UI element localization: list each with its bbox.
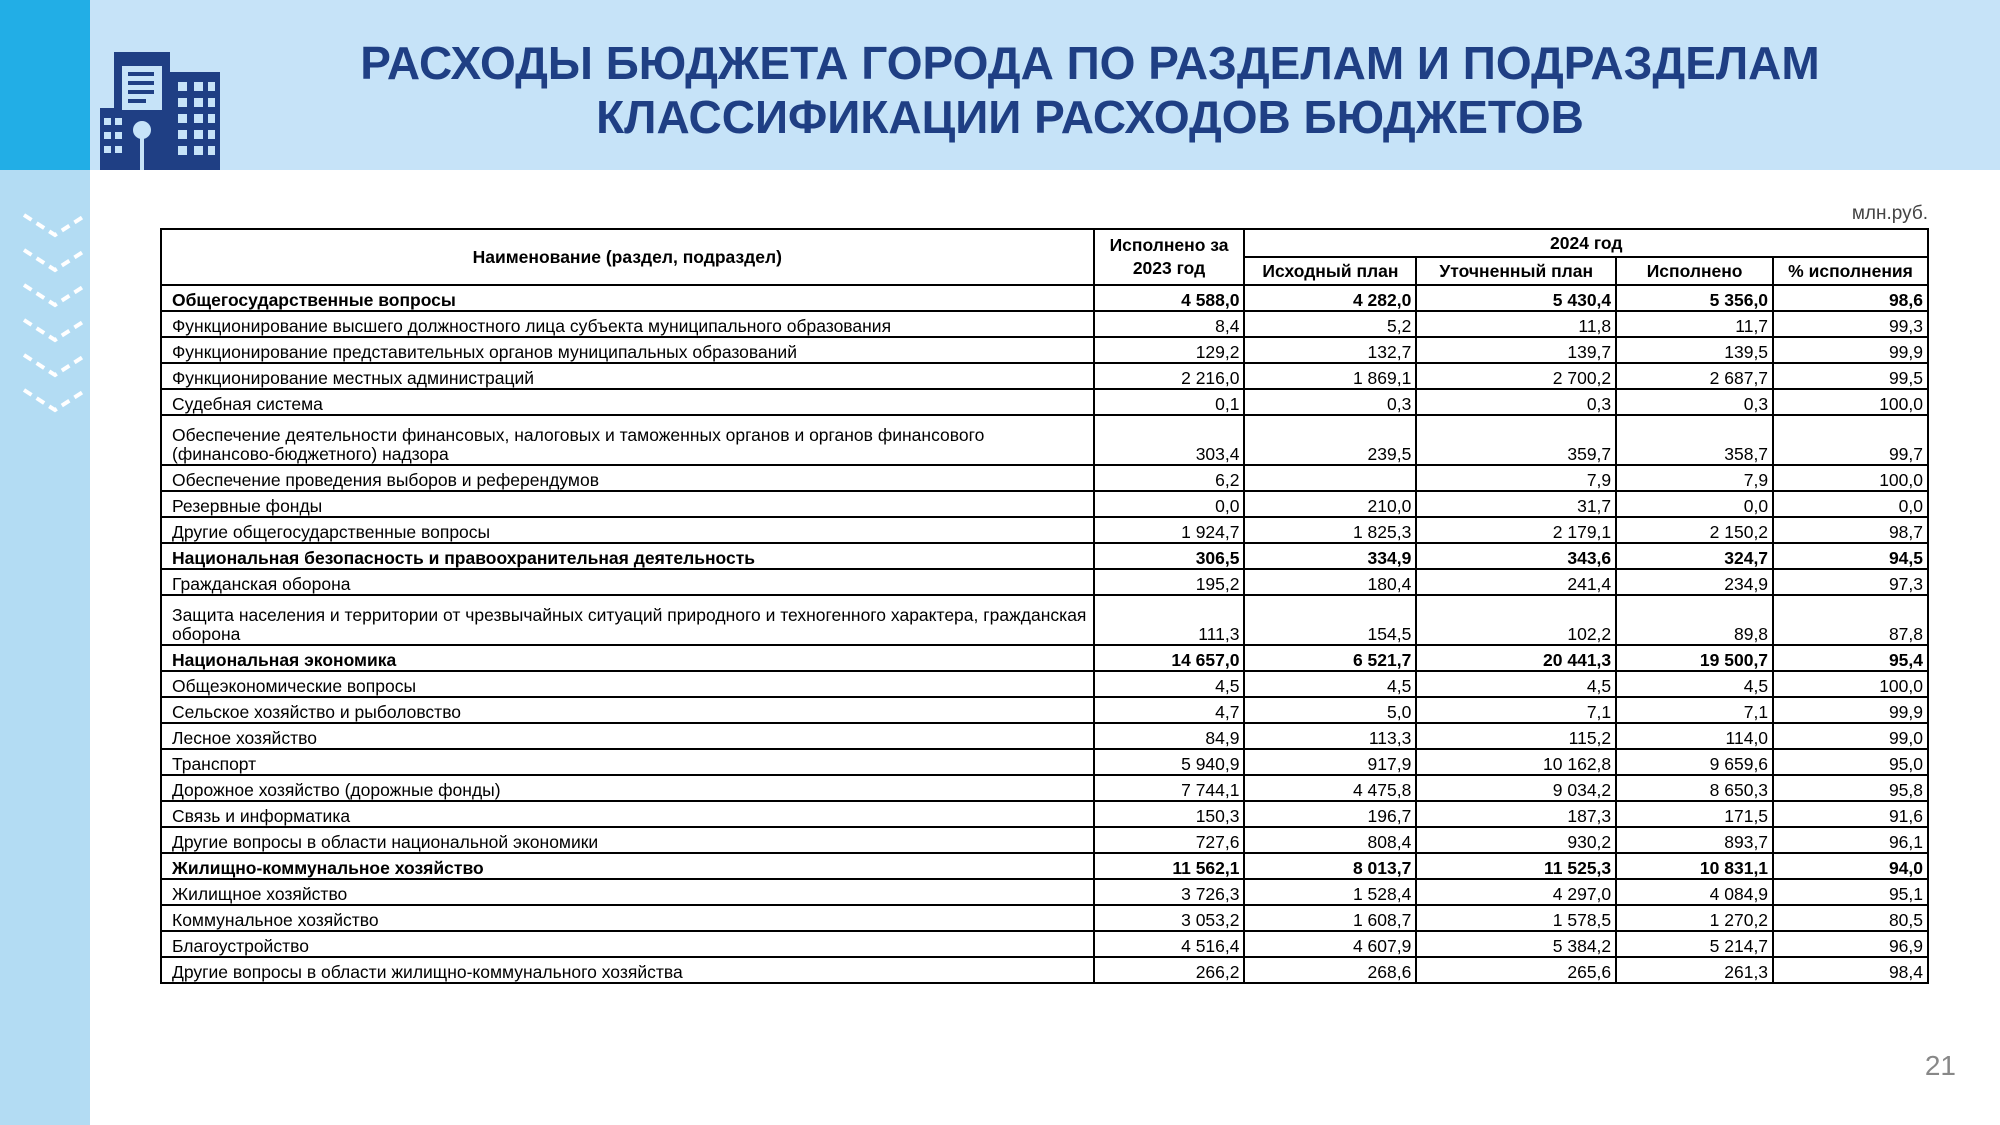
- row-name: Другие общегосударственные вопросы: [161, 517, 1094, 543]
- initial-plan-cell: 1 608,7: [1244, 905, 1416, 931]
- executed-2024-cell: 0,3: [1616, 389, 1773, 415]
- initial-plan-cell: 917,9: [1244, 749, 1416, 775]
- percent-cell: 96,9: [1773, 931, 1928, 957]
- revised-plan-cell: 187,3: [1416, 801, 1616, 827]
- executed-2024-cell: 11,7: [1616, 311, 1773, 337]
- executed-2024-cell: 5 356,0: [1616, 285, 1773, 311]
- executed-2023-cell: 8,4: [1094, 311, 1245, 337]
- table-row: [161, 491, 1928, 517]
- executed-2024-cell: 171,5: [1616, 801, 1773, 827]
- row-name: Функционирование представительных органов муниципальных образований: [161, 337, 1094, 363]
- chevron-decor-icon: [20, 205, 90, 415]
- revised-plan-cell: 102,2: [1416, 595, 1616, 645]
- executed-2023-cell: 4 516,4: [1094, 931, 1245, 957]
- table-row: [161, 879, 1928, 905]
- revised-plan-cell: 930,2: [1416, 827, 1616, 853]
- unit-label: млн.руб.: [1851, 203, 1928, 224]
- initial-plan-cell: 132,7: [1244, 337, 1416, 363]
- percent-cell: 0,0: [1773, 491, 1928, 517]
- initial-plan-cell: 8 013,7: [1244, 853, 1416, 879]
- revised-plan-cell: 343,6: [1416, 543, 1616, 569]
- table-row: [161, 363, 1928, 389]
- percent-cell: 94,5: [1773, 543, 1928, 569]
- table-row: [161, 775, 1928, 801]
- executed-2023-cell: 4,7: [1094, 697, 1245, 723]
- header-percent: % исполнения: [1773, 257, 1928, 285]
- initial-plan-cell: 4 475,8: [1244, 775, 1416, 801]
- revised-plan-cell: 11 525,3: [1416, 853, 1616, 879]
- header-year-group: 2024 год: [1244, 229, 1928, 257]
- table-row: [161, 801, 1928, 827]
- table-row: [161, 749, 1928, 775]
- percent-cell: 95,4: [1773, 645, 1928, 671]
- row-name: Обеспечение деятельности финансовых, налоговых и таможенных органов и органов финансового (финансово-бюджетного) надзора: [161, 415, 1094, 465]
- percent-cell: 80,5: [1773, 905, 1928, 931]
- table-row: [161, 415, 1928, 465]
- initial-plan-cell: 5,2: [1244, 311, 1416, 337]
- header-executed-2023: Исполнено за 2023 год: [1094, 229, 1245, 285]
- executed-2024-cell: 9 659,6: [1616, 749, 1773, 775]
- executed-2024-cell: 114,0: [1616, 723, 1773, 749]
- initial-plan-cell: [1244, 465, 1416, 491]
- table-row: [161, 311, 1928, 337]
- row-name: Резервные фонды: [161, 491, 1094, 517]
- revised-plan-cell: 0,3: [1416, 389, 1616, 415]
- executed-2024-cell: 10 831,1: [1616, 853, 1773, 879]
- percent-cell: 98,4: [1773, 957, 1928, 983]
- percent-cell: 99,7: [1773, 415, 1928, 465]
- executed-2023-cell: 1 924,7: [1094, 517, 1245, 543]
- table-row: [161, 723, 1928, 749]
- table-row: [161, 285, 1928, 311]
- revised-plan-cell: 1 578,5: [1416, 905, 1616, 931]
- executed-2024-cell: 893,7: [1616, 827, 1773, 853]
- row-name: Функционирование высшего должностного лица субъекта муниципального образования: [161, 311, 1094, 337]
- executed-2023-cell: 6,2: [1094, 465, 1245, 491]
- table-row: [161, 957, 1928, 983]
- revised-plan-cell: 241,4: [1416, 569, 1616, 595]
- initial-plan-cell: 1 825,3: [1244, 517, 1416, 543]
- executed-2024-cell: 5 214,7: [1616, 931, 1773, 957]
- initial-plan-cell: 4 607,9: [1244, 931, 1416, 957]
- row-name: Судебная система: [161, 389, 1094, 415]
- executed-2024-cell: 89,8: [1616, 595, 1773, 645]
- executed-2023-cell: 0,1: [1094, 389, 1245, 415]
- executed-2024-cell: 2 150,2: [1616, 517, 1773, 543]
- table-row: [161, 595, 1928, 645]
- percent-cell: 97,3: [1773, 569, 1928, 595]
- row-name: Другие вопросы в области национальной экономики: [161, 827, 1094, 853]
- revised-plan-cell: 359,7: [1416, 415, 1616, 465]
- executed-2023-cell: 84,9: [1094, 723, 1245, 749]
- row-name: Национальная экономика: [161, 645, 1094, 671]
- executed-2023-cell: 3 726,3: [1094, 879, 1245, 905]
- row-name: Жилищное хозяйство: [161, 879, 1094, 905]
- table-row: [161, 853, 1928, 879]
- table-row: [161, 569, 1928, 595]
- row-name: Общеэкономические вопросы: [161, 671, 1094, 697]
- executed-2024-cell: 234,9: [1616, 569, 1773, 595]
- page-number: 21: [1924, 1050, 1956, 1081]
- executed-2024-cell: 7,9: [1616, 465, 1773, 491]
- table-row: [161, 389, 1928, 415]
- table-row: [161, 645, 1928, 671]
- executed-2023-cell: 5 940,9: [1094, 749, 1245, 775]
- percent-cell: 96,1: [1773, 827, 1928, 853]
- initial-plan-cell: 5,0: [1244, 697, 1416, 723]
- table-row: [161, 697, 1928, 723]
- executed-2023-cell: 3 053,2: [1094, 905, 1245, 931]
- executed-2023-cell: 129,2: [1094, 337, 1245, 363]
- table-row: [161, 671, 1928, 697]
- initial-plan-cell: 113,3: [1244, 723, 1416, 749]
- revised-plan-cell: 31,7: [1416, 491, 1616, 517]
- row-name: Благоустройство: [161, 931, 1094, 957]
- revised-plan-cell: 5 430,4: [1416, 285, 1616, 311]
- initial-plan-cell: 180,4: [1244, 569, 1416, 595]
- percent-cell: 99,9: [1773, 697, 1928, 723]
- percent-cell: 98,7: [1773, 517, 1928, 543]
- percent-cell: 99,5: [1773, 363, 1928, 389]
- revised-plan-cell: 5 384,2: [1416, 931, 1616, 957]
- initial-plan-cell: 0,3: [1244, 389, 1416, 415]
- title-line-1: РАСХОДЫ БЮДЖЕТА ГОРОДА ПО РАЗДЕЛАМ И ПОДРАЗДЕЛАМ: [360, 37, 1820, 89]
- row-name: Сельское хозяйство и рыболовство: [161, 697, 1094, 723]
- executed-2024-cell: 7,1: [1616, 697, 1773, 723]
- executed-2024-cell: 324,7: [1616, 543, 1773, 569]
- revised-plan-cell: 115,2: [1416, 723, 1616, 749]
- percent-cell: 100,0: [1773, 671, 1928, 697]
- initial-plan-cell: 1 869,1: [1244, 363, 1416, 389]
- percent-cell: 87,8: [1773, 595, 1928, 645]
- percent-cell: 91,6: [1773, 801, 1928, 827]
- percent-cell: 95,8: [1773, 775, 1928, 801]
- city-buildings-icon: [100, 52, 220, 170]
- executed-2023-cell: 303,4: [1094, 415, 1245, 465]
- page-title: [280, 36, 1900, 144]
- executed-2023-cell: 4,5: [1094, 671, 1245, 697]
- percent-cell: 99,0: [1773, 723, 1928, 749]
- executed-2023-cell: 0,0: [1094, 491, 1245, 517]
- executed-2023-cell: 11 562,1: [1094, 853, 1245, 879]
- percent-cell: 95,0: [1773, 749, 1928, 775]
- row-name: Общегосударственные вопросы: [161, 285, 1094, 311]
- row-name: Коммунальное хозяйство: [161, 905, 1094, 931]
- executed-2023-cell: 195,2: [1094, 569, 1245, 595]
- executed-2024-cell: 8 650,3: [1616, 775, 1773, 801]
- percent-cell: 98,6: [1773, 285, 1928, 311]
- revised-plan-cell: 4 297,0: [1416, 879, 1616, 905]
- executed-2023-cell: 2 216,0: [1094, 363, 1245, 389]
- initial-plan-cell: 1 528,4: [1244, 879, 1416, 905]
- row-name: Гражданская оборона: [161, 569, 1094, 595]
- revised-plan-cell: 9 034,2: [1416, 775, 1616, 801]
- percent-cell: 95,1: [1773, 879, 1928, 905]
- header-initial-plan: Исходный план: [1244, 257, 1416, 285]
- percent-cell: 100,0: [1773, 389, 1928, 415]
- executed-2023-cell: 150,3: [1094, 801, 1245, 827]
- row-name: Лесное хозяйство: [161, 723, 1094, 749]
- row-name: Национальная безопасность и правоохранительная деятельность: [161, 543, 1094, 569]
- initial-plan-cell: 268,6: [1244, 957, 1416, 983]
- side-accent-block: [0, 0, 90, 170]
- revised-plan-cell: 10 162,8: [1416, 749, 1616, 775]
- initial-plan-cell: 808,4: [1244, 827, 1416, 853]
- table-row: [161, 931, 1928, 957]
- revised-plan-cell: 139,7: [1416, 337, 1616, 363]
- initial-plan-cell: 4,5: [1244, 671, 1416, 697]
- executed-2024-cell: 19 500,7: [1616, 645, 1773, 671]
- title-line-2: КЛАССИФИКАЦИИ РАСХОДОВ БЮДЖЕТОВ: [596, 91, 1584, 143]
- table-row: [161, 465, 1928, 491]
- row-name: Обеспечение проведения выборов и референдумов: [161, 465, 1094, 491]
- initial-plan-cell: 154,5: [1244, 595, 1416, 645]
- revised-plan-cell: 4,5: [1416, 671, 1616, 697]
- header-name: Наименование (раздел, подраздел): [161, 229, 1094, 285]
- revised-plan-cell: 11,8: [1416, 311, 1616, 337]
- executed-2023-cell: 7 744,1: [1094, 775, 1245, 801]
- percent-cell: 94,0: [1773, 853, 1928, 879]
- executed-2023-cell: 14 657,0: [1094, 645, 1245, 671]
- row-name: Связь и информатика: [161, 801, 1094, 827]
- header-revised-plan: Уточненный план: [1416, 257, 1616, 285]
- row-name: Другие вопросы в области жилищно-коммунального хозяйства: [161, 957, 1094, 983]
- revised-plan-cell: 20 441,3: [1416, 645, 1616, 671]
- revised-plan-cell: 265,6: [1416, 957, 1616, 983]
- executed-2024-cell: 261,3: [1616, 957, 1773, 983]
- row-name: Защита населения и территории от чрезвычайных ситуаций природного и техногенного характера, гражданская оборона: [161, 595, 1094, 645]
- budget-table: [160, 228, 1929, 984]
- revised-plan-cell: 7,1: [1416, 697, 1616, 723]
- initial-plan-cell: 4 282,0: [1244, 285, 1416, 311]
- initial-plan-cell: 6 521,7: [1244, 645, 1416, 671]
- initial-plan-cell: 196,7: [1244, 801, 1416, 827]
- executed-2023-cell: 4 588,0: [1094, 285, 1245, 311]
- table-row: [161, 337, 1928, 363]
- executed-2024-cell: 2 687,7: [1616, 363, 1773, 389]
- initial-plan-cell: 334,9: [1244, 543, 1416, 569]
- executed-2023-cell: 727,6: [1094, 827, 1245, 853]
- executed-2024-cell: 139,5: [1616, 337, 1773, 363]
- initial-plan-cell: 210,0: [1244, 491, 1416, 517]
- row-name: Транспорт: [161, 749, 1094, 775]
- percent-cell: 99,9: [1773, 337, 1928, 363]
- revised-plan-cell: 7,9: [1416, 465, 1616, 491]
- header-executed: Исполнено: [1616, 257, 1773, 285]
- percent-cell: 100,0: [1773, 465, 1928, 491]
- executed-2024-cell: 4,5: [1616, 671, 1773, 697]
- executed-2024-cell: 1 270,2: [1616, 905, 1773, 931]
- executed-2024-cell: 0,0: [1616, 491, 1773, 517]
- table-row: [161, 543, 1928, 569]
- row-name: Дорожное хозяйство (дорожные фонды): [161, 775, 1094, 801]
- revised-plan-cell: 2 700,2: [1416, 363, 1616, 389]
- table-row: [161, 905, 1928, 931]
- row-name: Функционирование местных администраций: [161, 363, 1094, 389]
- executed-2024-cell: 4 084,9: [1616, 879, 1773, 905]
- row-name: Жилищно-коммунальное хозяйство: [161, 853, 1094, 879]
- percent-cell: 99,3: [1773, 311, 1928, 337]
- revised-plan-cell: 2 179,1: [1416, 517, 1616, 543]
- table-row: [161, 827, 1928, 853]
- initial-plan-cell: 239,5: [1244, 415, 1416, 465]
- executed-2023-cell: 266,2: [1094, 957, 1245, 983]
- executed-2023-cell: 111,3: [1094, 595, 1245, 645]
- table-row: [161, 517, 1928, 543]
- executed-2024-cell: 358,7: [1616, 415, 1773, 465]
- executed-2023-cell: 306,5: [1094, 543, 1245, 569]
